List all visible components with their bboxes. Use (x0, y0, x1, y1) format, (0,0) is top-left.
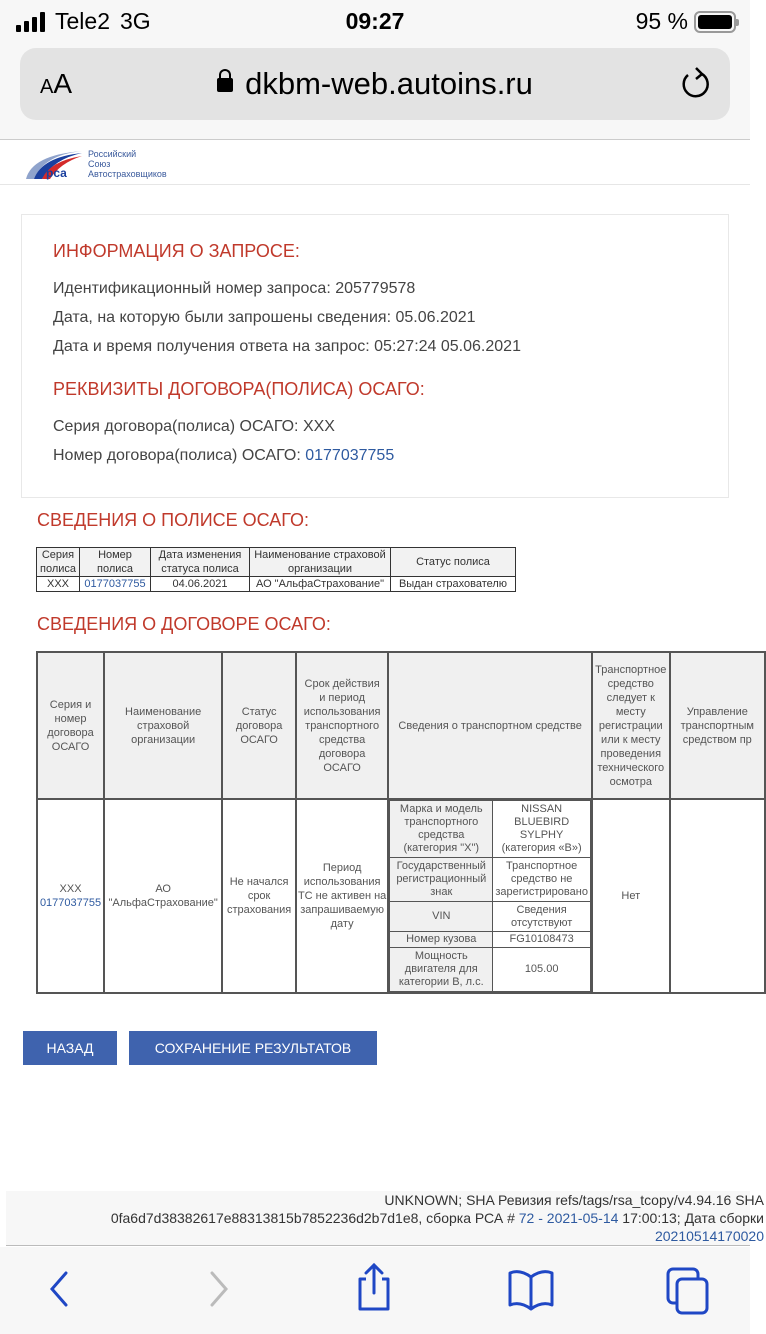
request-id-value: 205779578 (335, 280, 416, 297)
policy-header-row (37, 548, 516, 577)
contract-col-vehicle: Сведения о транспортном средстве (388, 652, 592, 799)
contract-col-period: Срок действия и период использования транспортного средства договора ОСАГО (296, 652, 388, 799)
contract-number-link[interactable]: 0177037755 (39, 897, 102, 909)
contract-col-driving: Управление транспортным средством пр (670, 652, 765, 799)
vehicle-body-label: Номер кузова (390, 932, 493, 948)
contract-header-row (37, 652, 765, 799)
rsa-logo[interactable] (24, 149, 86, 179)
vehicle-model-label: Марка и модель транспортного средства (категория "X") (390, 801, 493, 858)
build-link[interactable]: 72 - 2021-05-14 (518, 1210, 619, 1226)
contract-col-insurer: Наименование страховой организации (104, 652, 222, 799)
vehicle-row (390, 801, 591, 858)
reload-icon[interactable] (678, 66, 712, 102)
request-info-title: ИНФОРМАЦИЯ О ЗАПРОСЕ: (53, 241, 300, 261)
contract-details-title: РЕКВИЗИТЫ ДОГОВОРА(ПОЛИСА) ОСАГО: (53, 379, 425, 399)
site-header (0, 141, 750, 185)
contract-table-scroll[interactable] (36, 651, 754, 1000)
browser-address-area (0, 42, 750, 140)
vehicle-row (390, 932, 591, 948)
policy-number-link[interactable]: 0177037755 (80, 577, 151, 592)
vehicle-power-label: Мощность двигателя для категории B, л.с. (390, 948, 493, 992)
contract-col-series-number: Серия и номер договора ОСАГО (37, 652, 104, 799)
policy-col-number: Номер полиса (80, 548, 151, 577)
svg-text:рса: рса (46, 166, 67, 180)
policy-date: 04.06.2021 (151, 577, 250, 592)
contract-table (36, 651, 766, 994)
vehicle-plate-label: Государственный регистрационный знак (390, 858, 493, 902)
contract-follows: Нет (592, 799, 670, 993)
status-bar (0, 0, 750, 42)
request-date-value: 05.06.2021 (395, 309, 476, 326)
vehicle-vin-label: VIN (390, 902, 493, 932)
contract-series-line: Серия договора(полиса) ОСАГО: XXX (53, 418, 335, 435)
vehicle-details (388, 799, 592, 993)
vehicle-details-table (389, 800, 591, 992)
url-field[interactable] (20, 66, 730, 102)
contract-number-link[interactable]: 0177037755 (305, 447, 395, 464)
policy-insurer: АО "АльфаСтрахование" (250, 577, 391, 592)
vehicle-plate-value: Транспортное средство не зарегистрировано (493, 858, 591, 902)
contract-period: Период использования ТС не активен на запрашиваемую дату (296, 799, 388, 993)
policy-section-title: СВЕДЕНИЯ О ПОЛИСЕ ОСАГО: (37, 510, 309, 530)
battery-percent: 95 % (635, 8, 688, 34)
contract-number-line: Номер договора(полиса) ОСАГО: 0177037755 (53, 447, 395, 464)
logo-text: Российский Союз Автостраховщиков (88, 149, 167, 179)
lock-icon (217, 78, 233, 92)
network-type: 3G (119, 8, 151, 34)
back-button[interactable]: НАЗАД (23, 1031, 117, 1065)
contract-insurer: АО "АльфаСтрахование" (104, 799, 222, 993)
vehicle-row (390, 858, 591, 902)
policy-col-date: Дата изменения статуса полиса (151, 548, 250, 577)
battery-icon (694, 11, 736, 33)
policy-col-series: Серия полиса (37, 548, 80, 577)
request-id-line: Идентификационный номер запроса: 205779578 (53, 280, 416, 297)
browser-toolbar (0, 1247, 750, 1334)
contract-series: XXX (59, 883, 82, 895)
forward-arrow-icon[interactable] (204, 1267, 234, 1311)
contract-section-title: СВЕДЕНИЯ О ДОГОВОРЕ ОСАГО: (37, 614, 331, 634)
bookmarks-icon[interactable] (506, 1267, 556, 1311)
table-row (37, 799, 765, 993)
request-date-line: Дата, на которую были запрошены сведения: 05.06.2021 (53, 309, 476, 326)
vehicle-power-value: 105.00 (493, 948, 591, 992)
address-bar[interactable] (20, 48, 730, 120)
text-size-button[interactable]: AA (40, 68, 73, 99)
vehicle-model-value: NISSAN BLUEBIRD SYLPHY (категория «B») (493, 801, 591, 858)
response-time-value: 05:27:24 05.06.2021 (374, 338, 521, 355)
clock: 09:27 (345, 8, 405, 34)
vehicle-body-value: FG10108473 (493, 932, 591, 948)
vehicle-row (390, 902, 591, 932)
policy-table (36, 547, 516, 592)
build-info-line1: UNKNOWN; SHA Ревизия refs/tags/rsa_tcopy/v4.94.16 SHA (384, 1192, 764, 1208)
request-info-panel (21, 214, 729, 498)
contract-status: Не начался срок страхования (222, 799, 296, 993)
back-arrow-icon[interactable] (44, 1267, 74, 1311)
share-icon[interactable] (352, 1261, 396, 1313)
tabs-icon[interactable] (664, 1267, 714, 1315)
vehicle-row (390, 948, 591, 992)
url-text: dkbm-web.autoins.ru (245, 66, 533, 101)
carrier-name: Tele2 (55, 8, 110, 34)
contract-col-follows: Транспортное средство следует к месту регистрации или к месту проведения технического осмотра (592, 652, 670, 799)
save-results-button[interactable]: СОХРАНЕНИЕ РЕЗУЛЬТАТОВ (129, 1031, 377, 1065)
contract-series-number (37, 799, 104, 993)
build-date-link[interactable]: 20210514170020 (654, 1228, 764, 1244)
contract-col-status: Статус договора ОСАГО (222, 652, 296, 799)
policy-col-insurer: Наименование страховой организации (250, 548, 391, 577)
build-info-footer (6, 1191, 764, 1246)
build-info-line2: 0fa6d7d38382617e88313815b7852236d2b7d1e8, сборка РСА # 72 - 2021-05-14 17:00:13; Дата сборки (110, 1210, 764, 1226)
response-time-line: Дата и время получения ответа на запрос: 05:27:24 05.06.2021 (53, 338, 521, 355)
contract-series-value: XXX (302, 418, 335, 435)
contract-driving (670, 799, 765, 993)
policy-series: XXX (37, 577, 80, 592)
vehicle-vin-value: Сведения отсутствуют (493, 902, 591, 932)
policy-status: Выдан страхователю (391, 577, 516, 592)
policy-col-status: Статус полиса (391, 548, 516, 577)
table-row (37, 577, 516, 592)
